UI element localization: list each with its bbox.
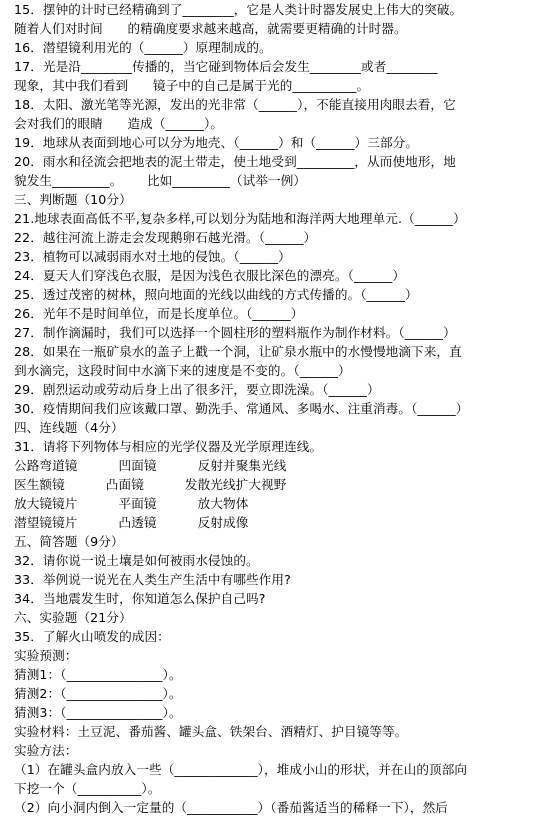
q22-line: 22．越往河流上游走会发现鹅卵石越光滑。（______） xyxy=(14,230,317,245)
q20-line-2: 貌发生_________。 比如_________（试举一例） xyxy=(14,173,307,188)
q18-line-1: 18．太阳、激光笔等光源，发出的光非常（______），不能直接用肉眼去看，它 xyxy=(14,97,456,112)
prediction-label: 实验预测： xyxy=(14,648,78,663)
section-5-heading: 五、简答题（9分） xyxy=(14,534,124,549)
q31-line: 31．请将下列物体与相应的光学仪器及光学原理连线。 xyxy=(14,439,323,454)
section-4-heading: 四、连线题（4分） xyxy=(14,420,124,435)
q15-line-1: 15．摆钟的计时已经精确到了________，它是人类计时器发展史上伟大的突破。 xyxy=(14,2,463,17)
q34-line: 34．当地震发生时，你知道怎么保护自己吗? xyxy=(14,591,266,606)
step-2-line-1: （2）向小洞内倒入一定量的（___________）（番茄酱适当的稀释一下），然后 xyxy=(14,800,448,815)
q21-line: 21.地球表面高低不平,复杂多样,可以划分为陆地和海洋两大地理单元.（______） xyxy=(14,211,466,226)
q29-line: 29．剧烈运动或劳动后身上出了很多汗，要立即洗澡。（______） xyxy=(14,382,380,397)
match-row-4: 潜望镜镜片 凸透镜 反射成像 xyxy=(14,515,249,530)
q15-line-2: 随着人们对时间 的精确度要求越来越高，就需要更精确的计时器。 xyxy=(14,21,407,36)
q17-line-2: 现象，其中我们看到 镜子中的自己是属于光的__________。 xyxy=(14,78,370,93)
q19-line: 19．地球从表面到地心可以分为地壳、（______）和（______）三部分。 xyxy=(14,135,419,150)
step-1-line-1: （1）在罐头盒内放入一些（_____________），堆成小山的形状，并在山的顶部向 xyxy=(14,762,468,777)
q27-line: 27．制作滴漏时，我们可以选择一个圆柱形的塑料瓶作为制作材料。（______） xyxy=(14,325,456,340)
q16-line: 16．潜望镜利用光的（______）原理制成的。 xyxy=(14,40,272,55)
q28-line-2: 到水滴完，这段时间中水滴下来的速度是不变的。（______） xyxy=(14,363,351,378)
materials-line: 实验材料：土豆泥、番茄酱、罐头盒、铁架台、酒精灯、护目镜等等。 xyxy=(14,724,408,739)
match-row-1: 公路弯道镜 凹面镜 反射并聚集光线 xyxy=(14,458,287,473)
q20-line-1: 20．雨水和径流会把地表的泥土带走，使土地受到_________，从而使地形，地 xyxy=(14,154,456,169)
q23-line: 23．植物可以减弱雨水对土地的侵蚀。（______） xyxy=(14,249,291,264)
step-1-line-2: 下挖一个（__________）。 xyxy=(14,781,161,796)
guess-2-line: 猜测2：（_______________）。 xyxy=(14,686,182,701)
q17-line-1: 17．光是沿________传播的，当它碰到物体后会发生________或者________ xyxy=(14,59,438,74)
q26-line: 26．光年不是时间单位，而是长度单位。（______） xyxy=(14,306,304,321)
match-row-2: 医生额镜 凸面镜 发散光线扩大视野 xyxy=(14,477,287,492)
q35-line: 35．了解火山喷发的成因： xyxy=(14,629,170,644)
match-row-3: 放大镜镜片 平面镜 放大物体 xyxy=(14,496,249,511)
guess-1-line: 猜测1：（_______________）。 xyxy=(14,667,182,682)
section-6-heading: 六、实验题（21分） xyxy=(14,610,132,625)
q30-line: 30．疫情期间我们应该戴口罩、勤洗手、常通风、多喝水、注重消毒。（______） xyxy=(14,401,469,416)
guess-3-line: 猜测3：（_______________）。 xyxy=(14,705,182,720)
q24-line: 24．夏天人们穿浅色衣服，是因为浅色衣服比深色的漂亮。（______） xyxy=(14,268,406,283)
q33-line: 33．举例说一说光在人类生产生活中有哪些作用? xyxy=(14,572,291,587)
method-label: 实验方法： xyxy=(14,743,78,758)
section-3-heading: 三、判断题（10分） xyxy=(14,192,132,207)
q32-line: 32．请你说一说土壤是如何被雨水侵蚀的。 xyxy=(14,553,259,568)
q25-line: 25．透过茂密的树林，照向地面的光线以曲线的方式传播的。（______） xyxy=(14,287,418,302)
q18-line-2: 会对我们的眼睛 造成（______）。 xyxy=(14,116,224,131)
q28-line-1: 28．如果在一瓶矿泉水的盖子上戳一个洞，让矿泉水瓶中的水慢慢地滴下来，直 xyxy=(14,344,462,359)
